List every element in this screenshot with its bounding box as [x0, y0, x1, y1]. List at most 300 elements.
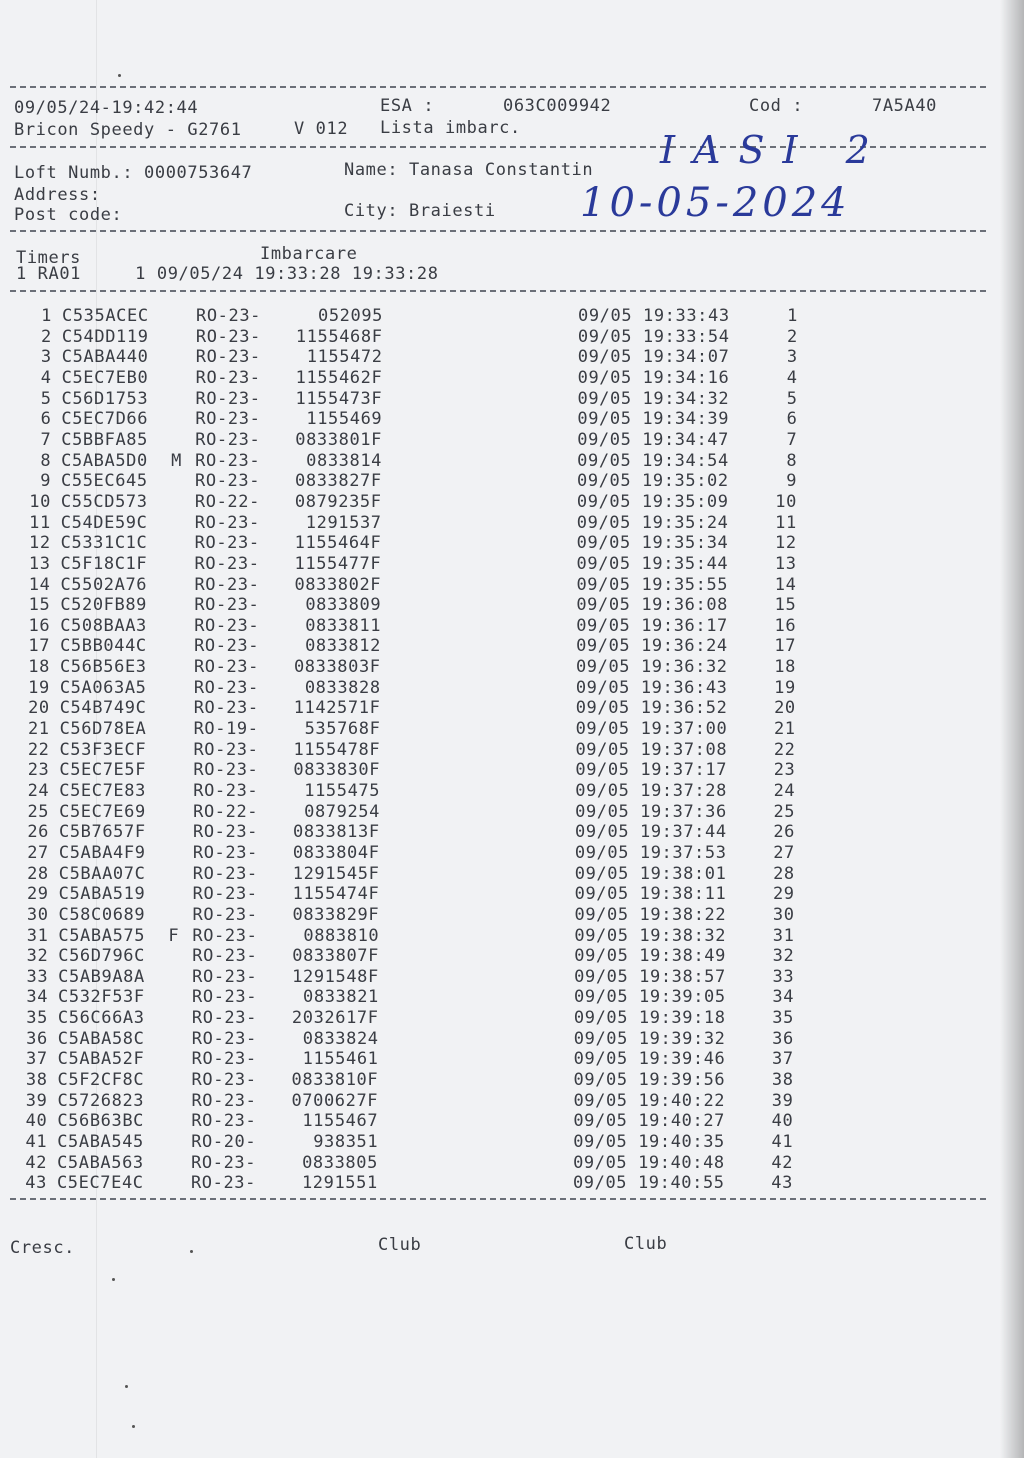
bird-arrival-time: 09/05 19:37:28 [575, 781, 727, 801]
bird-ring-series: RO-23- [193, 781, 259, 801]
bird-position: 23 [773, 760, 796, 781]
bird-arrival-time: 09/05 19:38:11 [574, 884, 727, 905]
bird-row [0, 1153, 1000, 1173]
bird-ring-series: RO-23- [191, 1008, 257, 1029]
paper-edge-shadow [1000, 0, 1024, 1458]
bird-ring-series: RO-23- [192, 863, 258, 884]
bird-ring-series: RO-22- [193, 801, 259, 822]
bird-ring-number: 1291551 [301, 1173, 378, 1194]
bird-arrival-time: 09/05 19:34:32 [577, 388, 730, 409]
handwritten-date: 10-05-2024 [580, 180, 851, 226]
bird-index: 5 [40, 388, 52, 409]
bird-chip-id: C5BAA07C [58, 863, 146, 884]
separator-timers [10, 290, 986, 292]
bird-row [0, 760, 1000, 780]
bird-row [0, 1070, 1000, 1090]
bird-index: 39 [25, 1090, 48, 1111]
bird-ring-series: RO-23- [196, 306, 262, 326]
bird-position: 11 [775, 512, 797, 533]
bird-row [0, 802, 1000, 822]
bird-position: 5 [786, 388, 798, 409]
bird-ring-number: 0833802F [294, 574, 382, 595]
bird-chip-id: C5EC7E69 [59, 801, 146, 822]
bird-index: 1 [41, 306, 52, 326]
bird-arrival-time: 09/05 19:35:02 [577, 471, 729, 492]
bird-ring-number: 0833807F [292, 946, 379, 967]
bird-row [0, 864, 1000, 884]
bird-ring-number: 1155474F [292, 884, 380, 905]
bird-row [0, 1008, 1000, 1028]
bird-ring-number: 0833801F [295, 429, 382, 450]
bird-arrival-time: 09/05 19:40:48 [573, 1152, 725, 1173]
bird-index: 7 [40, 429, 52, 450]
bird-ring-series: RO-19- [193, 719, 259, 739]
bird-chip-id: C5331C1C [60, 533, 148, 554]
bird-ring-number: 0833811 [305, 615, 382, 636]
bird-arrival-time: 09/05 19:34:47 [577, 429, 729, 450]
bird-ring-series: RO-23- [192, 904, 258, 925]
bird-ring-series: RO-23- [195, 367, 261, 388]
bird-ring-number: 1155477F [294, 553, 382, 574]
bird-position: 33 [772, 966, 795, 987]
bird-chip-id: C5ABA519 [58, 884, 146, 905]
bird-row [0, 327, 1000, 347]
bird-chip-id: C5ABA58C [57, 1028, 145, 1049]
bird-chip-id: C5EC7E5F [59, 760, 147, 781]
bird-ring-series: RO-23- [193, 677, 259, 698]
bird-row [0, 884, 1000, 904]
bird-position: 17 [774, 636, 797, 657]
esa-value: 063C009942 [503, 96, 612, 116]
bird-index: 24 [27, 781, 50, 801]
bird-row [0, 1132, 1000, 1152]
bird-index: 20 [28, 698, 50, 719]
bird-ring-number: 0833824 [302, 1028, 379, 1049]
bird-index: 15 [28, 595, 51, 616]
bird-chip-id: C54B749C [59, 698, 147, 719]
bird-index: 21 [27, 719, 50, 739]
bird-position: 16 [774, 615, 797, 636]
bird-ring-number: 0833814 [306, 450, 383, 471]
handwritten-location: IASI 2 [660, 128, 888, 172]
paper-speck [112, 1278, 115, 1281]
bird-index: 29 [26, 884, 49, 905]
bird-row [0, 1111, 1000, 1131]
bird-arrival-time: 09/05 19:33:43 [578, 306, 730, 326]
bird-chip-id: C5F2CF8C [57, 1070, 145, 1090]
bird-chip-id: C5502A76 [60, 574, 148, 595]
bird-arrival-time: 09/05 19:38:57 [574, 966, 726, 987]
bird-chip-id: C5ABA52F [57, 1049, 145, 1070]
bird-position: 38 [771, 1070, 794, 1090]
bird-index: 22 [27, 739, 50, 760]
bird-position: 9 [786, 471, 798, 492]
bird-ring-number: 1155475 [304, 781, 381, 801]
bird-ring-number: 0833803F [293, 657, 381, 677]
cod-value: 7A5A40 [872, 96, 938, 116]
bird-ring-number: 0833821 [303, 987, 379, 1008]
bird-index: 36 [26, 1028, 48, 1049]
bird-row [0, 987, 1000, 1007]
bird-position: 21 [773, 719, 796, 739]
separator-top [10, 86, 986, 88]
bird-arrival-time: 09/05 19:37:44 [575, 822, 727, 843]
bird-position: 19 [774, 677, 796, 698]
bird-ring-series: RO-23- [194, 512, 260, 533]
bird-ring-series: RO-23- [194, 574, 260, 595]
bird-arrival-time: 09/05 19:40:27 [573, 1111, 726, 1132]
bird-arrival-time: 09/05 19:39:05 [574, 987, 726, 1008]
bird-arrival-time: 09/05 19:36:24 [576, 636, 728, 657]
bird-arrival-time: 09/05 19:36:32 [575, 657, 728, 677]
timers-label: Timers [16, 248, 82, 268]
bird-row [0, 822, 1000, 842]
bird-index: 10 [29, 491, 51, 512]
separator-loft [10, 230, 986, 232]
bird-position: 41 [771, 1132, 794, 1152]
bird-arrival-time: 09/05 19:36:08 [576, 595, 729, 616]
signature-club-1: Club [378, 1235, 422, 1255]
bird-arrival-time: 09/05 19:38:01 [574, 863, 727, 884]
bird-chip-id: C5EC7E83 [59, 781, 146, 801]
bird-chip-id: C5EC7EB0 [61, 367, 149, 388]
bird-arrival-time: 09/05 19:37:08 [575, 739, 728, 760]
bird-chip-id: C54DD119 [61, 326, 149, 347]
bird-arrival-time: 09/05 19:38:49 [574, 946, 726, 967]
bird-chip-id: C5ABA563 [57, 1152, 144, 1173]
bird-ring-number: 1155461 [302, 1049, 379, 1070]
bird-ring-number: 0879235F [294, 491, 382, 512]
bird-index: 27 [27, 842, 49, 863]
bird-row [0, 1049, 1000, 1069]
bird-row [0, 905, 1000, 925]
bird-position: 12 [775, 533, 797, 554]
bird-ring-series: RO-23- [193, 760, 259, 781]
bird-row [0, 409, 1000, 429]
paper-speck [118, 74, 121, 77]
bird-ring-number: 1155462F [295, 367, 383, 388]
bird-position: 35 [772, 1008, 794, 1029]
separator-bottom [10, 1198, 986, 1200]
bird-position: 22 [773, 739, 796, 760]
bird-arrival-time: 09/05 19:34:16 [577, 367, 730, 388]
bird-ring-series: RO-23- [191, 1152, 257, 1173]
bird-position: 3 [786, 347, 798, 368]
bird-position: 10 [775, 491, 797, 512]
bird-ring-number: 0833830F [293, 760, 381, 781]
bird-ring-number: 938351 [313, 1132, 379, 1152]
bird-ring-series: RO-23- [192, 946, 258, 967]
bird-position: 24 [773, 781, 796, 801]
bird-chip-id: C5ABA4F9 [58, 842, 146, 863]
bird-index: 19 [28, 677, 50, 698]
bird-row [0, 926, 1000, 946]
loft-city: City: Braiesti [344, 201, 496, 221]
bird-position: 32 [772, 946, 795, 967]
bird-arrival-time: 09/05 19:40:22 [573, 1090, 726, 1111]
loft-name: Name: Tanasa Constantin [344, 160, 594, 180]
bird-chip-id: C56D1753 [61, 388, 149, 409]
bird-ring-series: RO-20- [191, 1132, 257, 1152]
bird-chip-id: C5B7657F [59, 822, 146, 843]
bird-chip-id: C54DE59C [60, 512, 148, 533]
bird-ring-number: 1155467 [302, 1111, 379, 1132]
bird-index: 4 [40, 367, 52, 388]
bird-position: 6 [786, 409, 798, 430]
bird-ring-number: 1155464F [294, 533, 382, 554]
bird-position: 20 [774, 698, 796, 719]
bird-position: 13 [774, 553, 797, 574]
bird-arrival-time: 09/05 19:37:00 [575, 719, 728, 739]
bird-arrival-time: 09/05 19:35:44 [576, 553, 729, 574]
bird-position: 25 [773, 801, 796, 822]
bird-index: 14 [28, 574, 51, 595]
bird-ring-series: RO-23- [193, 739, 259, 760]
bird-index: 34 [26, 987, 49, 1008]
imbarcare-label: Imbarcare [260, 244, 358, 264]
signature-cresc: Cresc. [10, 1238, 76, 1258]
bird-position: 8 [786, 450, 798, 471]
bird-row [0, 946, 1000, 966]
bird-index: 37 [26, 1049, 48, 1070]
bird-ring-number: 1142571F [293, 698, 381, 719]
bird-chip-id: C5A063A5 [59, 677, 147, 698]
bird-ring-number: 1155472 [306, 347, 383, 368]
bird-row [0, 740, 1000, 760]
bird-index: 31 [26, 925, 49, 946]
bird-ring-number: 1291548F [292, 966, 379, 987]
bird-arrival-time: 09/05 19:35:09 [576, 491, 729, 512]
bird-position: 29 [772, 884, 795, 905]
bird-chip-id: C5AB9A8A [58, 966, 145, 987]
bird-row [0, 451, 1000, 471]
bird-row [0, 513, 1000, 533]
bird-position: 34 [772, 987, 795, 1008]
bird-ring-number: 0883810 [303, 925, 380, 946]
bird-row [0, 657, 1000, 677]
bird-arrival-time: 09/05 19:34:39 [577, 409, 730, 430]
bird-chip-id: C5EC7D66 [61, 409, 149, 430]
bird-chip-id: C5ABA545 [57, 1132, 144, 1152]
bird-arrival-time: 09/05 19:35:34 [576, 533, 729, 554]
timers-line: 1 RA01 1 09/05/24 19:33:28 19:33:28 [16, 264, 439, 284]
bird-chip-id: C532F53F [58, 987, 145, 1008]
bird-arrival-time: 09/05 19:39:18 [573, 1008, 726, 1029]
bird-ring-number: 535768F [304, 719, 381, 739]
bird-row [0, 967, 1000, 987]
bird-index: 30 [26, 904, 49, 925]
bird-ring-number: 2032617F [291, 1008, 379, 1029]
bird-position: 28 [773, 863, 795, 884]
bird-row [0, 430, 1000, 450]
bird-arrival-time: 09/05 19:35:55 [576, 574, 729, 595]
bird-arrival-time: 09/05 19:34:54 [577, 450, 729, 471]
bird-chip-id: C56B63BC [57, 1111, 144, 1132]
bird-index: 26 [27, 822, 49, 843]
bird-index: 35 [26, 1008, 48, 1029]
bird-arrival-time: 09/05 19:35:24 [576, 512, 729, 533]
bird-ring-series: RO-23- [193, 657, 259, 677]
device-version: V 012 [294, 119, 349, 139]
signature-club-2: Club [624, 1234, 668, 1254]
bird-index: 12 [29, 533, 51, 554]
bird-ring-number: 0833809 [305, 595, 382, 616]
bird-arrival-time: 09/05 19:39:32 [573, 1028, 726, 1049]
paper-speck [190, 1250, 193, 1253]
bird-index: 8 [40, 450, 52, 471]
bird-index: 16 [28, 615, 51, 636]
bird-ring-series: RO-23- [192, 842, 258, 863]
bird-ring-series: RO-23- [195, 347, 261, 368]
bird-row [0, 368, 1000, 388]
bird-index: 6 [40, 409, 52, 430]
bird-chip-id: C535ACEC [62, 306, 149, 326]
list-name: Lista imbarc. [380, 118, 521, 138]
bird-index: 40 [25, 1111, 48, 1132]
bird-row [0, 554, 1000, 574]
bird-index: 13 [28, 553, 51, 574]
bird-ring-series: RO-23- [192, 966, 258, 987]
bird-chip-id: C5ABA5D0 [61, 450, 148, 471]
bird-ring-number: 0833813F [293, 822, 380, 843]
bird-ring-number: 1291537 [305, 512, 382, 533]
bird-ring-series: RO-23- [195, 471, 261, 492]
bird-row [0, 1173, 1000, 1193]
bird-ring-number: 0833810F [291, 1070, 379, 1090]
bird-ring-number: 1155469 [306, 409, 383, 430]
bird-row [0, 698, 1000, 718]
bird-position: 39 [771, 1090, 794, 1111]
bird-ring-series: RO-23- [195, 429, 261, 450]
bird-arrival-time: 09/05 19:39:56 [573, 1070, 726, 1090]
bird-index: 18 [28, 657, 50, 677]
bird-index: 25 [27, 801, 50, 822]
loft-number: Loft Numb.: 0000753647 [14, 163, 253, 183]
esa-label: ESA : [380, 96, 435, 116]
bird-arrival-time: 09/05 19:37:53 [574, 842, 727, 863]
bird-position: 7 [786, 429, 798, 450]
bird-arrival-time: 09/05 19:38:22 [574, 904, 727, 925]
bird-mark: M [171, 450, 182, 471]
bird-index: 32 [26, 946, 49, 967]
bird-ring-number: 1155473F [295, 388, 383, 409]
bird-ring-number: 0833804F [292, 842, 380, 863]
bird-ring-number: 1291545F [292, 863, 380, 884]
bird-ring-number: 052095 [318, 306, 384, 326]
bird-arrival-time: 09/05 19:36:52 [575, 698, 728, 719]
bird-chip-id: C55EC645 [61, 471, 148, 492]
cod-label: Cod : [749, 96, 804, 116]
bird-ring-series: RO-23- [195, 326, 261, 347]
bird-index: 41 [25, 1132, 48, 1152]
bird-ring-number: 0833812 [305, 636, 381, 657]
bird-index: 42 [25, 1152, 48, 1173]
bird-chip-id: C58C0689 [58, 904, 146, 925]
bird-arrival-time: 09/05 19:36:17 [576, 615, 728, 636]
bird-ring-series: RO-23- [192, 925, 258, 946]
paper-speck [125, 1385, 128, 1388]
bird-chip-id: C56B56E3 [59, 657, 147, 677]
bird-ring-series: RO-22- [194, 491, 260, 512]
bird-row [0, 1029, 1000, 1049]
bird-arrival-time: 09/05 19:40:55 [572, 1173, 725, 1194]
bird-index: 28 [27, 863, 49, 884]
bird-index: 11 [29, 512, 51, 533]
bird-row [0, 781, 1000, 801]
bird-index: 17 [28, 636, 51, 657]
bird-arrival-time: 09/05 19:40:35 [573, 1132, 725, 1152]
bird-arrival-time: 09/05 19:34:07 [577, 347, 730, 368]
bird-chip-id: C5F18C1F [60, 553, 148, 574]
bird-position: 26 [773, 822, 795, 843]
bird-ring-series: RO-23- [195, 409, 261, 430]
bird-ring-series: RO-23- [191, 1028, 257, 1049]
bird-row [0, 389, 1000, 409]
bird-chip-id: C53F3ECF [59, 739, 147, 760]
bird-ring-series: RO-23- [192, 987, 258, 1008]
bird-ring-series: RO-23- [191, 1070, 257, 1090]
loft-post-code: Post code: [14, 205, 123, 225]
bird-ring-number: 0879254 [304, 801, 380, 822]
bird-ring-series: RO-23- [194, 533, 260, 554]
bird-chip-id: C5BBFA85 [61, 429, 148, 450]
bird-position: 37 [772, 1049, 794, 1070]
bird-ring-series: RO-23- [191, 1049, 257, 1070]
bird-index: 23 [27, 760, 50, 781]
bird-chip-id: C56D796C [58, 946, 145, 967]
bird-chip-id: C55CD573 [60, 491, 148, 512]
bird-ring-series: RO-23- [193, 822, 259, 843]
bird-index: 33 [26, 966, 49, 987]
bird-position: 15 [774, 595, 797, 616]
bird-ring-number: 0700627F [291, 1090, 379, 1111]
bird-index: 43 [25, 1173, 47, 1194]
bird-ring-number: 0833828 [304, 677, 381, 698]
loft-address: Address: [14, 185, 101, 205]
bird-ring-number: 1155478F [293, 739, 381, 760]
bird-index: 2 [41, 326, 52, 347]
bird-chip-id: C5726823 [57, 1090, 145, 1111]
bird-position: 42 [771, 1152, 794, 1173]
bird-index: 9 [40, 471, 52, 492]
bird-position: 18 [774, 657, 796, 677]
device-name: Bricon Speedy - G2761 [14, 120, 242, 140]
bird-ring-series: RO-23- [194, 553, 260, 574]
bird-position: 40 [771, 1111, 794, 1132]
bird-row [0, 347, 1000, 367]
bird-position: 1 [787, 306, 798, 326]
bird-ring-series: RO-23- [191, 1111, 257, 1132]
bird-index: 38 [25, 1070, 48, 1090]
bird-ring-series: RO-23- [190, 1173, 256, 1194]
bird-ring-number: 0833827F [295, 471, 382, 492]
header-datetime: 09/05/24-19:42:44 [14, 98, 199, 118]
bird-row [0, 678, 1000, 698]
bird-ring-number: 0833805 [302, 1152, 378, 1173]
bird-ring-series: RO-23- [192, 884, 258, 905]
bird-chip-id: C56D78EA [59, 719, 147, 739]
bird-row [0, 471, 1000, 491]
bird-position: 2 [787, 326, 798, 347]
bird-chip-id: C5BB044C [60, 636, 147, 657]
bird-chip-id: C520FB89 [60, 595, 147, 616]
bird-row [0, 492, 1000, 512]
bird-chip-id: C5ABA575 [58, 925, 146, 946]
bird-position: 43 [771, 1173, 793, 1194]
bird-ring-series: RO-23- [194, 595, 260, 616]
bird-row [0, 843, 1000, 863]
bird-position: 27 [773, 842, 795, 863]
